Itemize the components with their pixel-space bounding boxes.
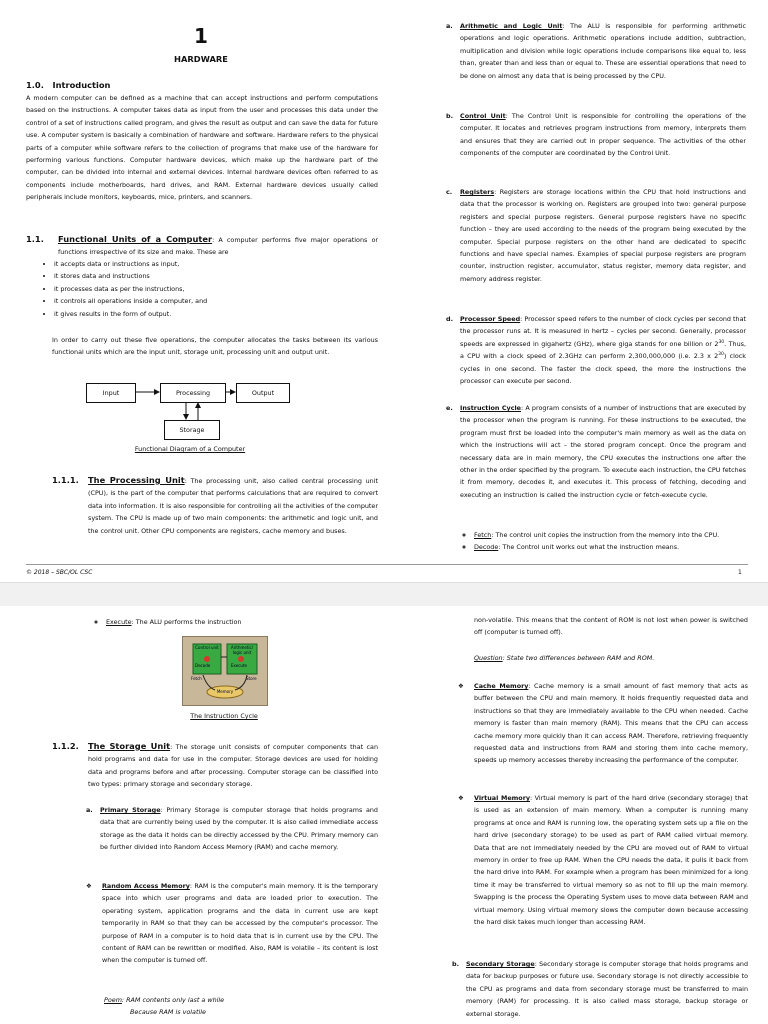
reg-title: Registers: [460, 188, 495, 196]
ps-superscript-1: 30: [718, 339, 725, 345]
cycle-decode-label: Decode: [195, 663, 211, 668]
diagram-output-box: Output: [236, 383, 290, 403]
alu-label: a.: [446, 22, 453, 30]
instruction-cycle-image: [182, 636, 268, 706]
instruction-cycle-section: [446, 402, 746, 501]
page-gap: [0, 582, 768, 608]
secondary-storage-label: b.: [452, 960, 460, 968]
secondary-storage-section: [452, 958, 748, 1020]
ps-text-c: ) clock cycles in one second. The faster the clock speed, the more the instructions the processor can execute per second.: [460, 352, 746, 386]
cycle-fetch-label: Fetch: [191, 676, 202, 681]
storage-unit-text: : The storage unit consists of computer components that can hold programs and data for use in the computer. Storage devices are used for holding data and programs before and after processing. Computer storage can be classified into two types: primary storage and secondary storage.: [88, 743, 378, 789]
diamond-bullet-icon: ❖: [458, 794, 464, 802]
storage-unit-number: 1.1.2.: [52, 741, 79, 751]
ram-section: [86, 880, 378, 967]
list-item: • it controls all operations inside a computer, and: [54, 295, 384, 307]
footer-rule: [26, 564, 748, 565]
alu-text: : The ALU is responsible for performing arithmetic operations and logic operations. Arithmetic operations include addition, subtraction, multiplication and division while logic operations include comparisons like equal to, less than, greater than and less than or equal to. These are essential operations that need to be done on almost any data that is being processed by the CPU.: [460, 22, 746, 80]
question: [474, 652, 748, 664]
cu-label: b.: [446, 112, 454, 120]
primary-storage-section: [86, 804, 378, 854]
cache-memory-section: [458, 680, 748, 767]
list-item: [106, 616, 396, 628]
ps-label: d.: [446, 315, 454, 323]
processor-speed-section: [446, 313, 746, 387]
diagram-caption: Functional Diagram of a Computer: [134, 445, 246, 453]
poem: [104, 994, 374, 1019]
control-unit-section: [446, 110, 746, 160]
storage-unit-section: [52, 740, 378, 791]
poem-label: Poem: [104, 996, 122, 1004]
alu-title: Arithmetic and Logic Unit: [460, 22, 563, 30]
decode-label: Decode: [474, 543, 499, 552]
virtual-memory-section: [458, 792, 748, 928]
ps-text-b: . Thus, a CPU with a clock speed of 2.3GHz can perform 2,300,000,000 (i.e. 2.3 x 2: [460, 339, 746, 361]
page-2: [0, 606, 768, 1024]
cu-title: Control Unit: [460, 112, 506, 120]
execute-list: [96, 616, 396, 628]
chapter-number: 1: [194, 24, 208, 48]
functional-units-text: : A computer performs five major operations or functions irrespective of its size and make. These are: [58, 236, 378, 257]
list-item: • it gives results in the form of output.: [54, 308, 384, 320]
ic-title: Instruction Cycle: [460, 404, 522, 412]
cycle-memory-label: Memory: [216, 689, 234, 694]
cu-text: : The Control Unit is responsible for controlling the operations of the computer. It locates and retrieves program instructions from memory, interprets them and ensures that they are carried out in proper sequence. The activities of the other components of the computer are coordinated by the Control Unit.: [460, 112, 746, 158]
chapter-title: HARDWARE: [174, 54, 228, 64]
intro-number: 1.0.: [26, 80, 44, 90]
intro-paragraph: A modern computer can be defined as a machine that can accept instructions and perform computations based on the instructions. A computer takes data as input from the user and processes this data under the control of a set of instructions called program, and gives the result as output and can save the data for future use. A computer system is basically a combination of hardware and software. Hardware refers to the physical parts of a computer while software refers to the collection of programs that make use of the hardware for performing various functions. Computer hardware devices, which make up the hardware part of the computer, can be divided into internal and external devices. Internal hardware devices often referred to as components include motherboards, hard drives, and RAM. External hardware devices usually called peripherals include monitors, keyboards, mice, printers, and scanners.: [26, 94, 378, 202]
intro-title: Introduction: [52, 80, 111, 90]
ram-text: : RAM is the computer's main memory. It is the temporary space into which user programs and data are loaded prior to execution. The operating system, application programs and the data in current use are kept temporarily in RAM so that they can be accessed by the computer's processor. The purpose of RAM in a computer is to hold data that is in current use by the CPU. The content of RAM can be rewritten or modified. Also, RAM is volatile – its content is lost when the computer is turned off.: [102, 882, 378, 965]
virtual-memory-text: : Virtual memory is part of the hard drive (secondary storage) that is used as an extension of main memory. When a computer is running many programs at once and RAM is running low, the operating system sets up a file on the hard drive (secondary storage) to be used as part of RAM called virtual memory. Data that are not immediately needed by the CPU are moved out of RAM to virtual memory in order to free up RAM. When the CPU needs the data, it pulls it back from the hard drive into RAM. For example when a program has been minimized for a long time it may be transferred to virtual memory so as not to fill up the main memory. Swapping is the process the Operating System uses to move data between RAM and virtual memory. Using virtual memory slows the computer down because accessing the hard disk takes much longer than accessing RAM.: [474, 794, 748, 927]
list-item: • it accepts data or instructions as input,: [54, 258, 384, 270]
processing-unit-number: 1.1.1.: [52, 475, 79, 485]
processing-unit-section: [52, 474, 378, 537]
footer-copyright: © 2018 – SBC/OL CSC: [26, 569, 93, 576]
processing-unit-title: The Processing Unit: [88, 475, 185, 485]
ic-text: : A program consists of a number of instructions that are executed by the processor when the program is running. For these instructions to be executed, the program must first be loaded into the computer's main memory as well as the data on which the instructions will act – the stored program concept. Once the program and necessary data are in main memory, the CPU executes the instructions one after the other in the order specified by the program. To execute each instruction, the CPU fetches it from memory, decodes it, and executes it. This process of fetching, decoding and executing an instruction is called the instruction cycle or fetch-execute cycle.: [460, 404, 746, 499]
cache-memory-text: : Cache memory is a small amount of fast memory that acts as buffer between the CPU and main memory. It holds frequently requested data and instructions so that they are immediately available to the CPU when needed. Cache memory is faster than main memory (RAM). This means that the CPU can access cache memory more quickly than it can access RAM. Therefore, retrieving frequently requested data and instructions from RAM and storing them into cache memory, speeds up memory accesses thereby increasing the performance of the computer.: [474, 682, 748, 765]
fetch-text: : The control unit copies the instruction from the memory into the CPU.: [491, 531, 720, 539]
primary-storage-text: : Primary Storage is computer storage that holds programs and data that are currently being used by the computer. It is also called immediate access storage as the data it holds can be directly accessed by the CPU. Primary memory can be further divided into Random Access Memory (RAM) and cache memory.: [100, 806, 378, 852]
cycle-execute-label: Execute: [231, 663, 247, 668]
primary-storage-label: a.: [86, 806, 93, 814]
execute-text: : The ALU performs the instruction: [131, 618, 242, 626]
ram-title: Random Access Memory: [102, 882, 190, 890]
question-text: : State two differences between RAM and ROM.: [502, 654, 655, 662]
functional-units-number: 1.1.: [26, 234, 44, 244]
alu-section: [446, 20, 746, 82]
cycle-store-label: Store: [246, 676, 257, 681]
functional-units-paragraph: In order to carry out these five operations, the computer allocates the tasks between its various functional units which are the input unit, storage unit, processing unit and output unit.: [52, 336, 378, 357]
execute-label: Execute: [106, 618, 132, 626]
registers-section: [446, 186, 746, 285]
cache-memory-title: Cache Memory: [474, 682, 529, 690]
list-item: [474, 541, 760, 553]
primary-storage-title: Primary Storage: [100, 806, 161, 814]
list-item: • it stores data and instructions: [54, 270, 384, 282]
virtual-memory-title: Virtual Memory: [474, 794, 531, 802]
secondary-storage-text: : Secondary storage is computer storage that holds programs and data for backup purposes or future use. Secondary storage is not directly accessible to the CPU as programs and data from secondary storage must be transferred to main memory (RAM) for processing. It is also called mass storage, backup storage or external storage.: [466, 960, 748, 1018]
diagram-storage-box: Storage: [164, 420, 220, 440]
ps-superscript-2: 30: [718, 352, 724, 358]
reg-label: c.: [446, 188, 453, 196]
list-item: • it processes data as per the instructions,: [54, 283, 384, 295]
diagram-input-box: Input: [86, 383, 136, 403]
processing-unit-text: : The processing unit, also called central processing unit (CPU), is the part of the computer that performs calculations that are required to convert data into information. It is also responsible for controlling all the activities of the computer system. The CPU is made up of two main components: the arithmetic and logic unit, and the control unit. Other CPU components are registers, cache memory and buses.: [88, 477, 378, 535]
poem-line-1: : RAM contents only last a while: [121, 996, 225, 1004]
functional-units-title: Functional Units of a Computer: [58, 234, 213, 244]
list-item: [474, 529, 760, 541]
question-label: Question: [474, 654, 503, 662]
ps-text-a: : Processor speed refers to the number of clock cycles per second that the processor runs at. It is measured in hertz – cycles per second. Generally, processor speeds are expressed in gigahertz (GHz), where giga stands for one billion or 2: [460, 315, 746, 348]
reg-text: : Registers are storage locations within the CPU that hold instructions and data that the processor is working on. Registers are grouped into two: general purpose registers and special purpose registers. General purpose registers have no specific function – they are used according to the needs of the program being executed by the computer. Special purpose registers on the other hand are dedicated to specific functions and have special names. Examples of special purpose registers are program counter, instruction register, accumulator, status register, memory data register, and memory address register.: [460, 188, 746, 283]
poem-line-2: Because RAM is volatile: [130, 1008, 206, 1017]
fetch-decode-list: [464, 529, 760, 554]
diamond-bullet-icon: ❖: [458, 682, 464, 690]
decode-text: : The Control unit works out what the instruction means.: [498, 543, 680, 552]
diamond-bullet-icon: ❖: [86, 882, 92, 890]
ps-title: Processor Speed: [460, 315, 521, 323]
ic-label: e.: [446, 404, 453, 412]
secondary-storage-title: Secondary Storage: [466, 960, 535, 968]
instruction-cycle-caption: The Instruction Cycle: [190, 712, 258, 720]
cycle-control-unit-label: Control unit: [195, 645, 219, 650]
footer-page-number: 1: [738, 569, 742, 576]
fetch-label: Fetch: [474, 531, 492, 539]
diagram-processing-box: Processing: [160, 383, 226, 403]
rom-continuation: non-volatile. This means that the content of ROM is not lost when power is switched off (computer is turned off).: [474, 616, 748, 637]
storage-unit-title: The Storage Unit: [88, 741, 171, 751]
cycle-alu-label: Arithmetic/ logic unit: [230, 645, 254, 655]
